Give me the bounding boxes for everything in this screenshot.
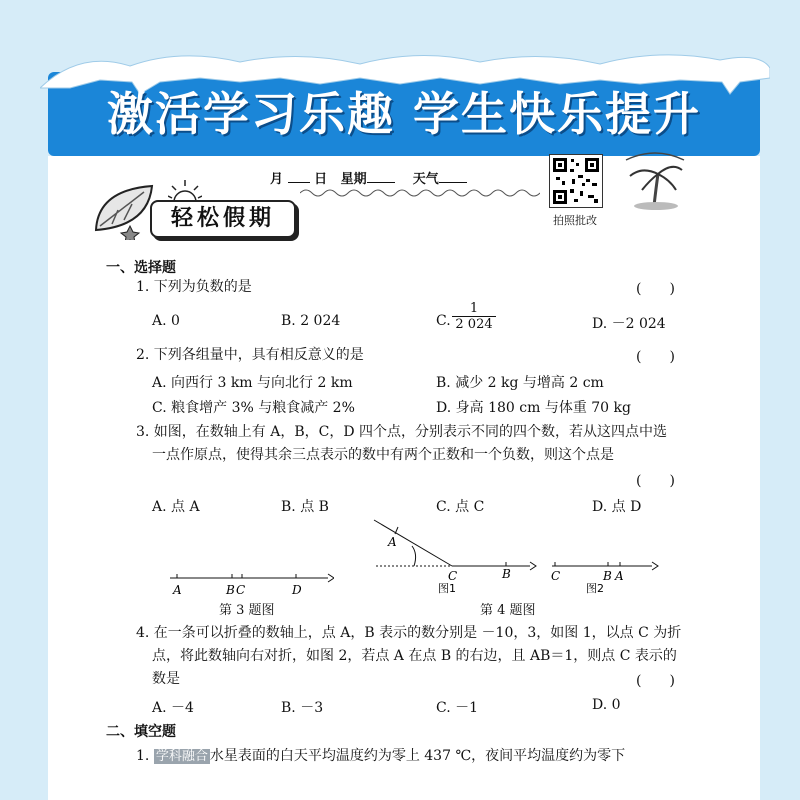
palm-tree-icon [620,150,690,212]
wavy-divider [300,186,540,200]
fig4-1-label-c: C [448,569,458,583]
option-4d[interactable]: D. 0 [592,697,621,713]
question-1-text: 1. 下列为负数的是 [136,279,252,295]
figure-4-fig1 [370,516,540,594]
option-3d[interactable]: D. 点 D [592,499,642,515]
qr-code[interactable] [549,154,603,208]
figure-3-number-line [168,568,334,598]
option-3a[interactable]: A. 点 A [152,499,200,515]
banner [0,0,800,160]
weather-label: 天气 [412,172,439,187]
answer-paren-2[interactable]: ( ) [636,349,675,365]
figure-3-caption: 第 3 题图 [219,603,275,618]
day-label: 日 [314,172,328,187]
fraction-denominator: 2 024 [452,316,496,332]
month-label: 月 [270,172,284,187]
option-1b[interactable]: B. 2 024 [281,313,341,329]
fig4-2-label-c: C [551,569,561,583]
badge-frame [150,200,296,238]
fig3-label-c: C [236,583,246,597]
fraction-numerator: 1 [469,301,479,316]
date-line [270,168,467,187]
fill-question-1-number: 1. [136,748,150,764]
option-1c[interactable]: C. [436,313,451,329]
figure-4-caption: 第 4 题图 [480,603,536,618]
qr-caption: 拍照批改 [553,214,597,227]
option-3c[interactable]: C. 点 C [436,499,485,515]
fill-question-1 [136,745,625,768]
option-4c[interactable]: C. －1 [436,700,479,716]
option-2c[interactable]: C. 粮食增产 3% 与粮食减产 2% [152,400,355,416]
fraction-1c [452,301,496,332]
section-title-choice: 一、选择题 [106,260,176,276]
option-4a[interactable]: A. －4 [152,700,194,716]
fig3-label-d: D [292,583,302,597]
fig4-2-caption: 图2 [586,582,604,594]
question-4-line-1: 4. 在一条可以折叠的数轴上，点 A，B 表示的数分别是 －10，3，如图 1，以点 C 为折 [136,625,682,641]
badge-title: 轻松假期 [170,206,275,231]
fig4-1-caption: 图1 [438,582,456,594]
option-2b[interactable]: B. 减少 2 kg 与增高 2 cm [436,375,604,391]
fig4-1-label-b: B [502,567,511,581]
banner-title: 激活学习乐趣 学生快乐提升 [106,87,701,141]
fig3-label-a: A [173,583,182,597]
weekday-label: 星期 [340,172,367,187]
subject-integration-tag: 学科融合 [155,749,208,764]
fig4-2-label-a: A [615,569,624,583]
answer-paren-3[interactable]: ( ) [636,473,675,489]
question-3-line-1: 3. 如图，在数轴上有 A，B，C，D 四个点，分别表示不同的四个数，若从这四点中选 [136,424,668,440]
fig3-label-b: B [226,583,235,597]
option-1a[interactable]: A. 0 [152,313,180,329]
fill-question-1-text: 水星表面的白天平均温度约为零上 437 ℃，夜间平均温度约为零下 [209,748,626,764]
figure-4-fig2 [548,556,660,594]
option-1d[interactable]: D. －2 024 [592,316,666,332]
answer-paren-1[interactable]: ( ) [636,281,675,297]
question-4-line-2: 点，将此数轴向右对折，如图 2，若点 A 在点 B 的右边，且 AB＝1，则点 C 表示的 [152,648,677,664]
answer-paren-4[interactable]: ( ) [636,673,675,689]
option-4b[interactable]: B. －3 [281,700,324,716]
fig4-1-label-a: A [388,535,397,549]
section-title-fill-in: 二、填空题 [106,724,176,740]
question-3-line-2: 一点作原点，使得其余三点表示的数中有两个正数和一个负数，则这个点是 [152,447,614,463]
option-2d[interactable]: D. 身高 180 cm 与体重 70 kg [436,400,631,416]
option-2a[interactable]: A. 向西行 3 km 与向北行 2 km [152,375,353,391]
fig4-2-label-b: B [603,569,612,583]
option-3b[interactable]: B. 点 B [281,499,329,515]
question-4-line-3: 数是 [152,671,180,687]
question-2-text: 2. 下列各组量中，具有相反意义的是 [136,347,364,363]
